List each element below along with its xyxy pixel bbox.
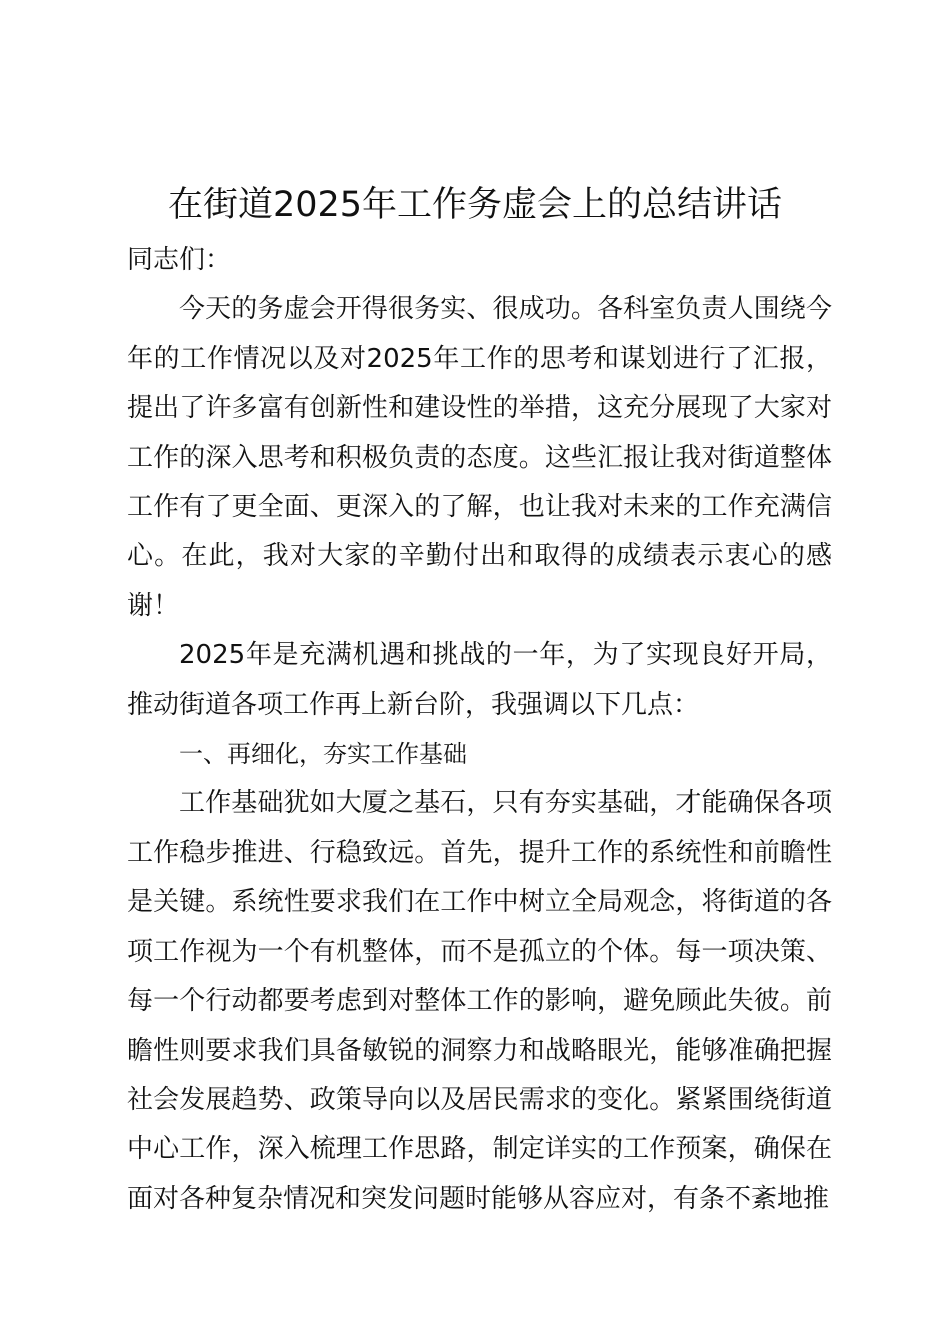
section-heading: 一、再细化，夯实工作基础 <box>179 740 467 769</box>
paragraph: 工作基础犹如大厦之基石，只有夯实基础，才能确保各项工作稳步推进、行稳致远。首先，提升工作的系统性和前瞻性是关键。系统性要求我们在工作中树立全局观念，将街道的各项工作视为一个有机整体，而不是孤立的个体。每一项决策、每一个行动都要考虑到对整体工作的影响，避免顾此失彼。前瞻性则要求我们具备敏锐的洞察力和战略眼光，能够准确把握社会发展趋势、政策导向以及居民需求的变化。紧紧围绕街道中心工作，深入梳理工作思路，制定详实的工作预案，确保在面对各种复杂情况和突发问题时能够从容应对，有条不紊地推 <box>127 788 832 1214</box>
paragraph: 今天的务虚会开得很务实、很成功。各科室负责人围绕今年的工作情况以及对2025年工作的思考和谋划进行了汇报，提出了许多富有创新性和建设性的举措，这充分展现了大家对工作的深入思考和积极负责的态度。这些汇报让我对街道整体工作有了更全面、更深入的了解，也让我对未来的工作充满信心。在此，我对大家的辛勤付出和取得的成绩表示衷心的感谢！ <box>127 294 832 621</box>
document-body <box>127 236 832 1224</box>
salutation: 同志们： <box>127 245 232 275</box>
document-title: 在街道2025年工作务虚会上的总结讲话 <box>167 185 783 225</box>
paragraph: 2025年是充满机遇和挑战的一年，为了实现良好开局，推动街道各项工作再上新台阶，我强调以下几点： <box>127 640 832 720</box>
